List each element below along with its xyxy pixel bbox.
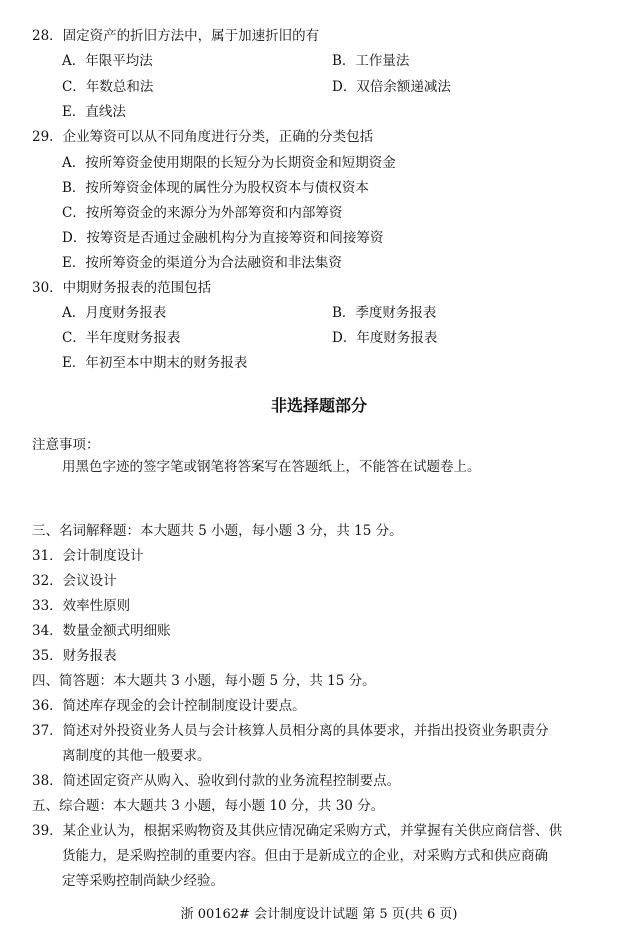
- question-29-option-b: B．按所筹资金体现的属性分为股权资本与债权资本: [62, 180, 369, 196]
- question-30-option-a: A．月度财务报表: [62, 305, 167, 321]
- question-29-option-d: D．按筹资是否通过金融机构分为直接筹资和间接筹资: [62, 230, 384, 246]
- question-29-stem: 29．企业筹资可以从不同角度进行分类，正确的分类包括: [32, 129, 374, 145]
- question-33: 33．效率性原则: [32, 598, 131, 614]
- question-34: 34．数量金额式明细账: [32, 623, 171, 639]
- question-28-option-a: A．年限平均法: [62, 53, 153, 69]
- question-35: 35．财务报表: [32, 648, 117, 664]
- part4-header: 四、简答题：本大题共 3 小题，每小题 5 分，共 15 分。: [32, 673, 376, 689]
- question-28-stem: 28．固定资产的折旧方法中，属于加速折旧的有: [32, 28, 320, 44]
- question-29-option-e: E．按所筹资金的渠道分为合法融资和非法集资: [62, 255, 342, 271]
- section-title: 非选择题部分: [270, 396, 367, 415]
- question-29-option-a: A．按所筹资金使用期限的长短分为长期资金和短期资金: [62, 155, 396, 171]
- question-32: 32．会议设计: [32, 573, 117, 589]
- question-30-option-b: B．季度财务报表: [332, 305, 437, 321]
- part5-header: 五、综合题：本大题共 3 小题，每小题 10 分，共 30 分。: [32, 798, 385, 814]
- notice-text: 用黑色字迹的签字笔或钢笔将答案写在答题纸上，不能答在试题卷上。: [62, 459, 481, 475]
- question-31: 31．会计制度设计: [32, 548, 144, 564]
- question-39-line-3: 定等采购控制尚缺少经验。: [62, 873, 224, 889]
- part3-header: 三、名词解释题：本大题共 5 小题，每小题 3 分，共 15 分。: [32, 523, 403, 539]
- notice-label: 注意事项：: [32, 437, 100, 453]
- page-footer: 浙 00162# 会计制度设计试题 第 5 页(共 6 页): [180, 907, 458, 922]
- question-30-option-d: D．年度财务报表: [332, 330, 438, 346]
- question-37-line-1: 37．简述对外投资业务人员与会计核算人员相分离的具体要求，并指出投资业务职责分: [32, 723, 549, 739]
- question-29-option-c: C．按所筹资金的来源分为外部筹资和内部筹资: [62, 205, 343, 221]
- question-30-option-c: C．半年度财务报表: [62, 330, 181, 346]
- question-39-line-2: 货能力，是采购控制的重要内容。但由于是新成立的企业，对采购方式和供应商确: [62, 848, 548, 864]
- question-28-option-d: D．双倍余额递减法: [332, 79, 451, 95]
- question-30-option-e: E．年初至本中期末的财务报表: [62, 355, 248, 371]
- question-38: 38．简述固定资产从购入、验收到付款的业务流程控制要点。: [32, 773, 401, 789]
- question-36: 36．简述库存现金的会计控制制度设计要点。: [32, 698, 306, 714]
- question-30-stem: 30．中期财务报表的范围包括: [32, 280, 212, 296]
- question-28-option-e: E．直线法: [62, 104, 126, 120]
- question-28-option-c: C．年数总和法: [62, 79, 154, 95]
- question-28-option-b: B．工作量法: [332, 53, 410, 69]
- question-39-line-1: 39．某企业认为，根据采购物资及其供应情况确定采购方式，并掌握有关供应商信誉、供: [32, 823, 563, 839]
- question-37-line-2: 离制度的其他一般要求。: [62, 748, 211, 764]
